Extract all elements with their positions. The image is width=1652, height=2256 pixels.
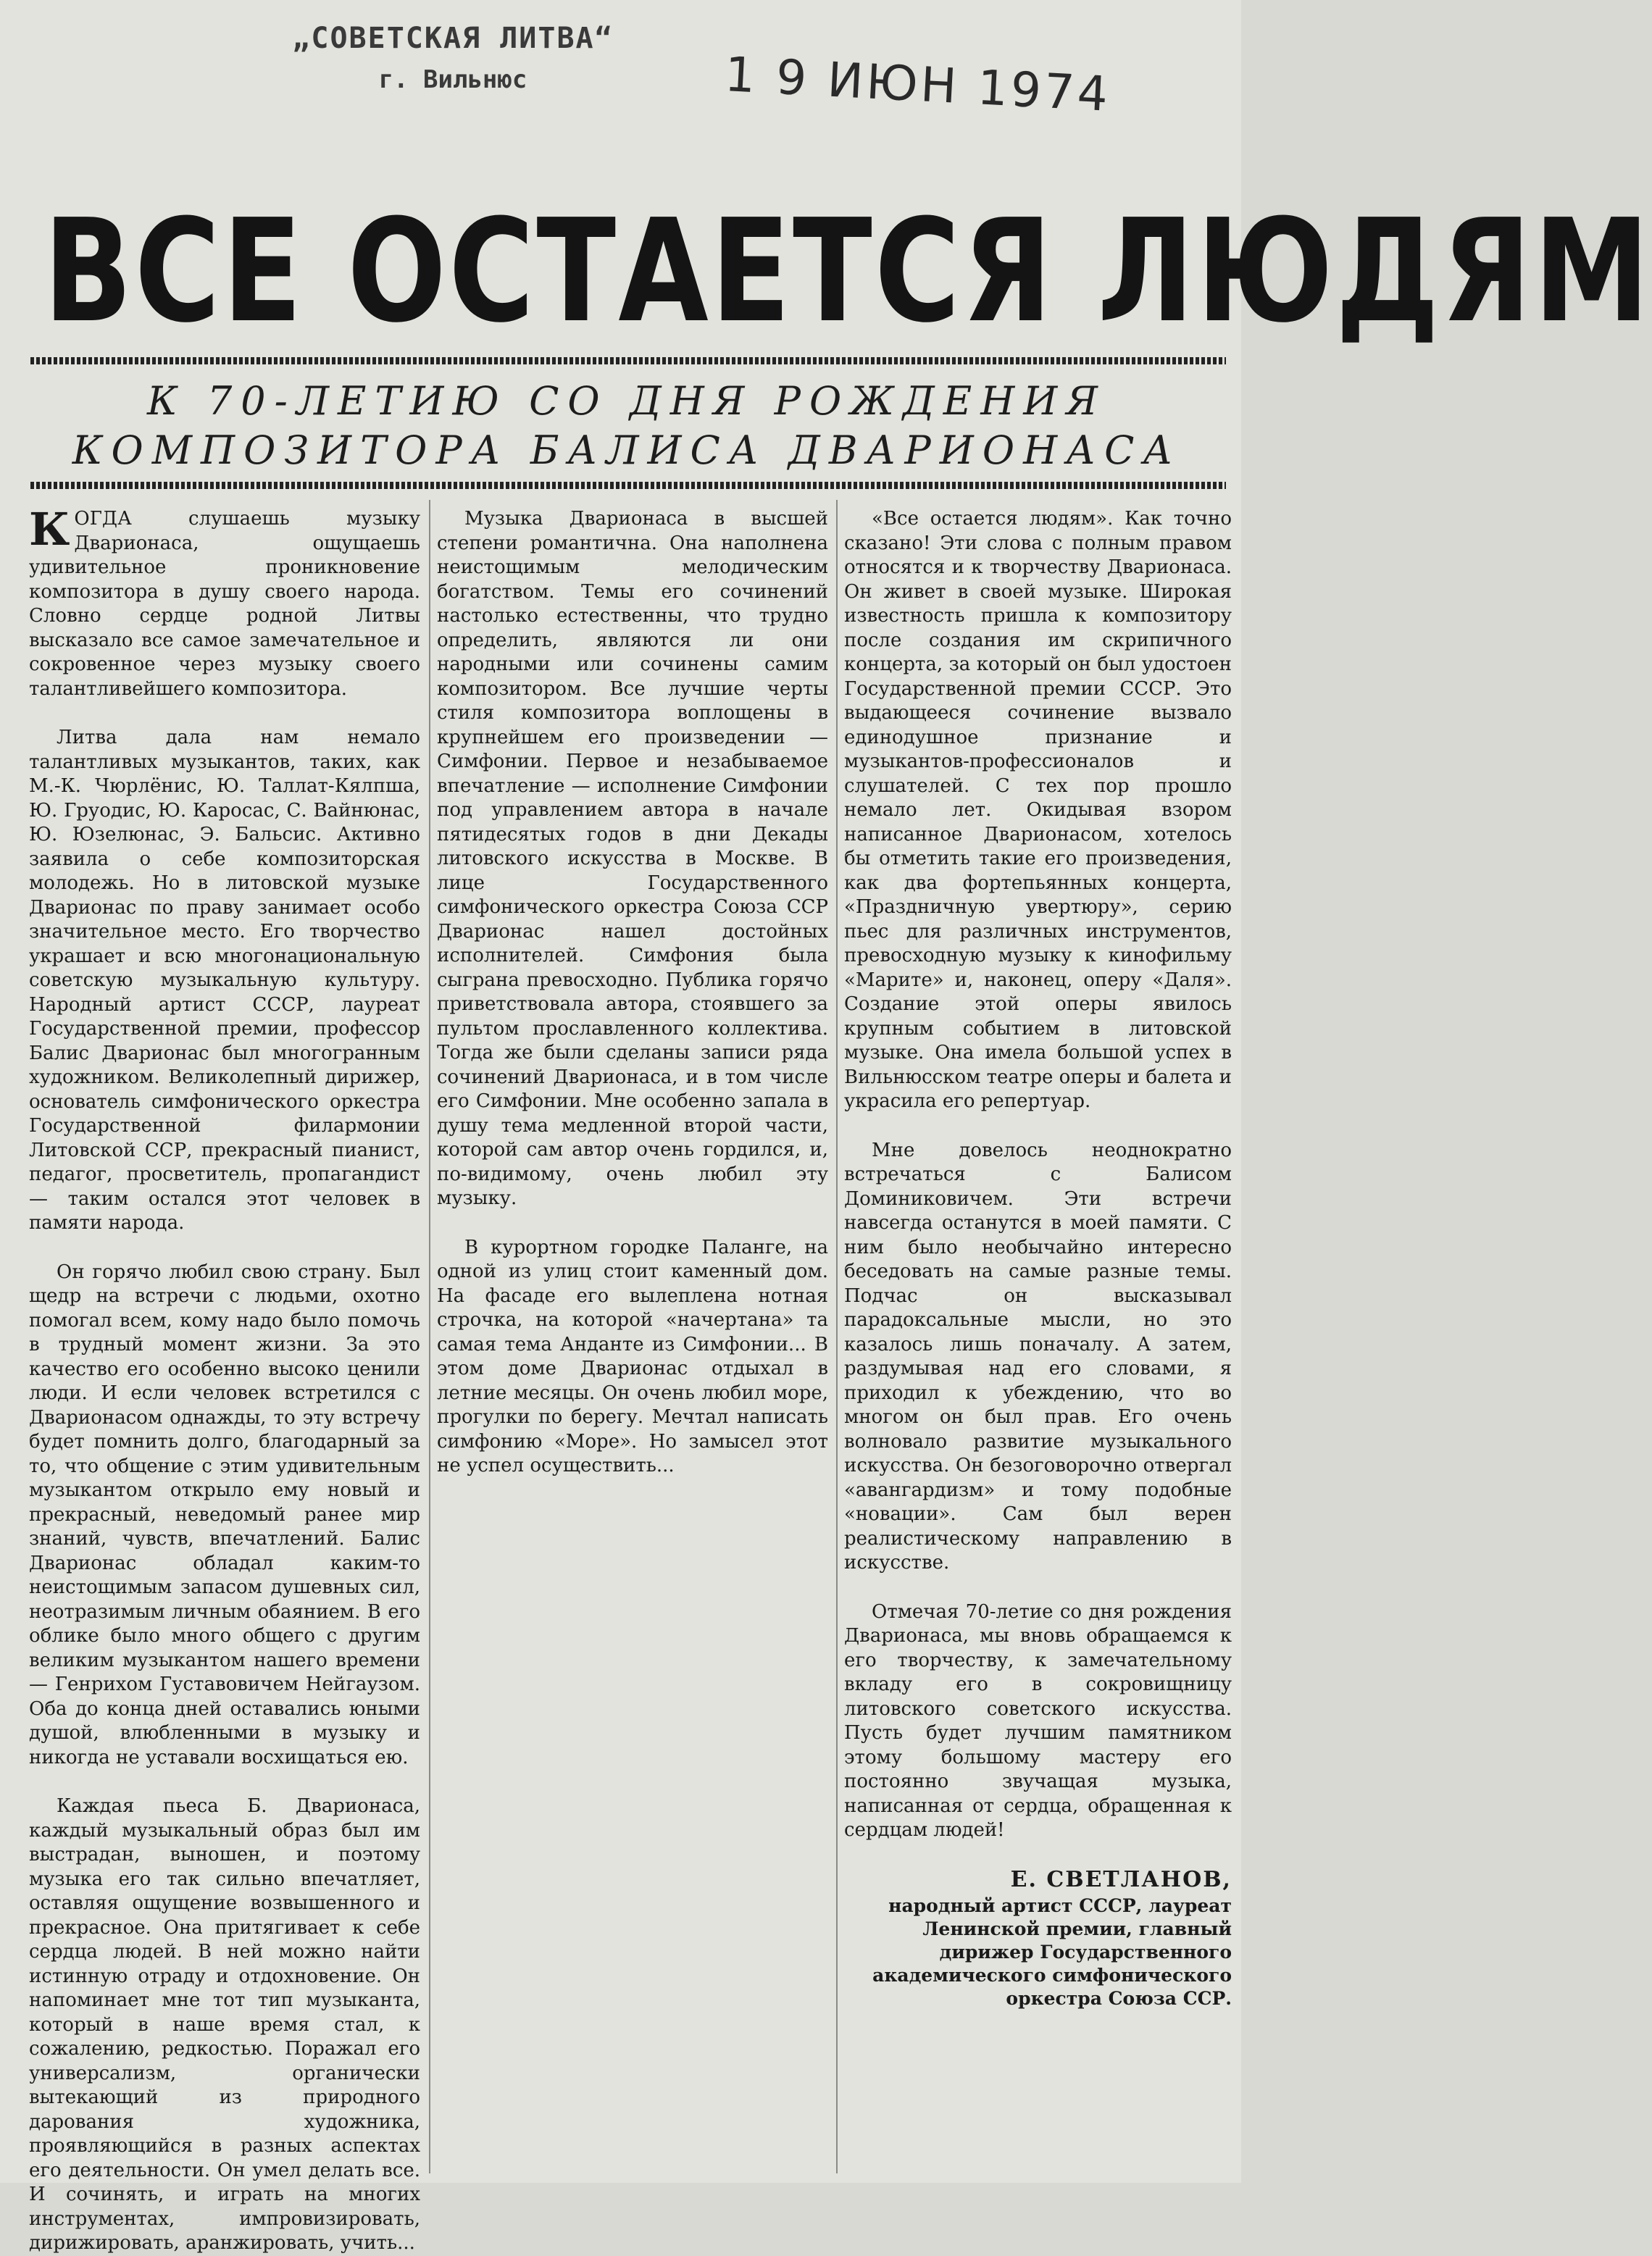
divider-top: [30, 357, 1226, 364]
paragraph: Мне довелось неоднократно встречаться с Балисом Доминиковичем. Эти встречи навсегда останутся в моей памяти. С ним было необычайно интересно беседовать на самые разные темы. Подчас он высказывал парадоксальные мысли, но это казалось лишь поначалу. А затем, раздумывая над его словами, я приходил к убеждению, что во многом он был прав. Его очень волновало развитие музыкального искусства. Он безоговорочно отвергал «авангардизм» и тому подобные «новации». Сам был верен реалистическому направлению в искусстве.: [844, 1139, 1232, 1574]
article-column-1: [29, 503, 420, 2254]
headline: [43, 189, 1652, 354]
paragraph: [29, 503, 420, 701]
paragraph: Каждая пьеса Б. Дварионаса, каждый музыкальный образ был им выстрадан, выношен, и поэтому музыка его так сильно впечатляет, оставляя ощущение возвышенного и прекрасное. Она притягивает к себе сердца людей. В ней можно найти истинную отраду и отдохновение. Он напоминает мне тот тип музыканта, который в наше время стал, к сожалению, редкостью. Поражал его универсализм, органически вытекающий из природного дарования художника, проявляющийся в разных аспектах его деятельности. Он умел делать все. И сочинять, и играть на многих инструментах, импровизировать, дирижировать, аранжировать, учить...: [29, 1795, 420, 2254]
paragraph-text: ОГДА слушаешь музыку Дварионаса, ощущаешь удивительное проникновение композитора в душу своего народа. Словно сердце родной Литвы высказало все самое замечательное и сокровенное через музыку своего талантливейшего композитора.: [29, 508, 420, 700]
column-divider: [429, 500, 430, 2173]
signature-author: Е. СВЕТЛАНОВ,: [1010, 1866, 1232, 1892]
newspaper-stamp: [286, 22, 620, 94]
subtitle-line-1: К 70-ЛЕТИЮ СО ДНЯ РОЖДЕНИЯ: [146, 378, 1107, 424]
drop-cap: К: [29, 503, 70, 556]
paragraph: Музыка Дварионаса в высшей степени романтична. Она наполнена неистощимым мелодическим богатством. Темы его сочинений настолько естественны, что трудно определить, являются ли они народными или сочинены самим композитором. Все лучшие черты стиля композитора воплощены в крупнейшем его произведении — Симфонии. Первое и незабываемое впечатление — исполнение Симфонии под управлением автора в начале пятидесятых годов в дни Декады литовского искусства в Москве. В лице Государственного симфонического оркестра Союза ССР Дварионас нашел достойных исполнителей. Симфония была сыграна превосходно. Публика горячо приветствовала автора, стоявшего за пультом прославленного коллектива. Тогда же были сделаны записи ряда сочинений Дварионаса, и в том числе его Симфонии. Мне особенно запала в душу тема медленной второй части, которой сам автор очень гордился, и, по-видимому, очень любил эту музыку.: [437, 508, 828, 1209]
signature-title: народный артист СССР, лауреат Ленинской премии, главный дирижер Государственного академического симфонического оркестра Союза ССР.: [872, 1895, 1232, 2009]
article-column-3: [844, 507, 1232, 2173]
paragraph: «Все остается людям». Как точно сказано! Эти слова с полным правом относятся и к творчеству Дварионаса. Он живет в своей музыке. Широкая известность пришла к композитору после создания им скрипичного концерта, за который он был удостоен Государственной премии СССР. Это выдающееся сочинение вызвало единодушное признание и музыкантов-профессионалов и слушателей. С тех пор прошло немало лет. Окидывая взором написанное Дварионасом, хотелось бы отметить такие его произведения, как два фортепьянных концерта, «Праздничную увертюру», серию пьес для различных инструментов, превосходную музыку к кинофильму «Марите» и, наконец, оперу «Даля». Создание этой оперы явилось крупным событием в литовской музыке. Она имела большой успех в Вильнюсском театре оперы и балета и украсила его репертуар.: [844, 508, 1232, 1112]
column-divider: [836, 500, 838, 2173]
paragraph: Он горячо любил свою страну. Был щедр на встречи с людьми, охотно помогал всем, кому надо было помочь в трудный момент жизни. За это качество его особенно высоко ценили люди. И если человек встретился с Дварионасом однажды, то эту встречу будет помнить долго, благодарный за то, что общение с этим удивительным музыкантом открыло ему новый и прекрасный, неведомый ранее мир знаний, чувств, впечатлений. Балис Дварионас обладал каким-то неистощимым запасом душевных сил, неотразимым личным обаянием. В его облике было много общего с другим великим музыкантом нашего времени — Генрихом Густавовичем Нейгаузом. Оба до конца дней оставались юными душой, влюбленными в музыку и никогда не уставали восхищаться ею.: [29, 1261, 420, 1768]
subtitle-line-2: КОМПОЗИТОРА БАЛИСА ДВАРИОНАСА: [72, 427, 1182, 473]
paragraph: Литва дала нам немало талантливых музыкантов, таких, как М.-К. Чюрлёнис, Ю. Таллат-Кялпша, Ю. Груодис, Ю. Каросас, С. Вайнюнас, Ю. Юзелюнас, Э. Бальсис. Активно заявила о себе композиторская молодежь. Но в литовской музыке Дварионас по праву занимает особо значительное место. Его творчество украшает и всю многонациональную советскую музыкальную культуру. Народный артист СССР, лауреат Государственной премии, профессор Балис Дварионас был многогранным художником. Великолепный дирижер, основатель симфонического оркестра Государственной филармонии Литовской ССР, прекрасный пианист, педагог, просветитель, пропагандист — таким остался этот человек в памяти народа.: [29, 727, 420, 1234]
divider-bottom: [30, 482, 1226, 489]
article-column-2: [437, 507, 828, 2173]
paragraph: Отмечая 70-летие со дня рождения Дварионаса, мы вновь обращаемся к его творчеству, к замечательному вкладу его в сокровищницу литовского советского искусства. Пусть будет лучшим памятником этому большому мастеру его постоянно звучащая музыка, написанная от сердца, обращенная к сердцам людей!: [844, 1600, 1232, 1841]
date-stamp: 1 9 ИЮН 1974: [723, 46, 1112, 122]
paragraph: В курортном городке Паланге, на одной из улиц стоит каменный дом. На фасаде его вылеплена нотная строчка, на которой «начертана» та самая тема Анданте из Симфонии... В этом доме Дварионас отдыхал в летние месяцы. Он очень любил море, прогулки по берегу. Мечтал написать симфонию «Море». Но замысел этот не успел осуществить...: [437, 1236, 828, 1476]
subtitle: [29, 377, 1225, 475]
headline-text: ВСЕ ОСТАЕТСЯ ЛЮДЯМ: [43, 189, 1652, 354]
stamp-city: г. Вильнюс: [378, 65, 527, 94]
stamp-newspaper-name: „СОВЕТСКАЯ ЛИТВА“: [292, 22, 614, 55]
signature: [844, 1868, 1232, 2011]
